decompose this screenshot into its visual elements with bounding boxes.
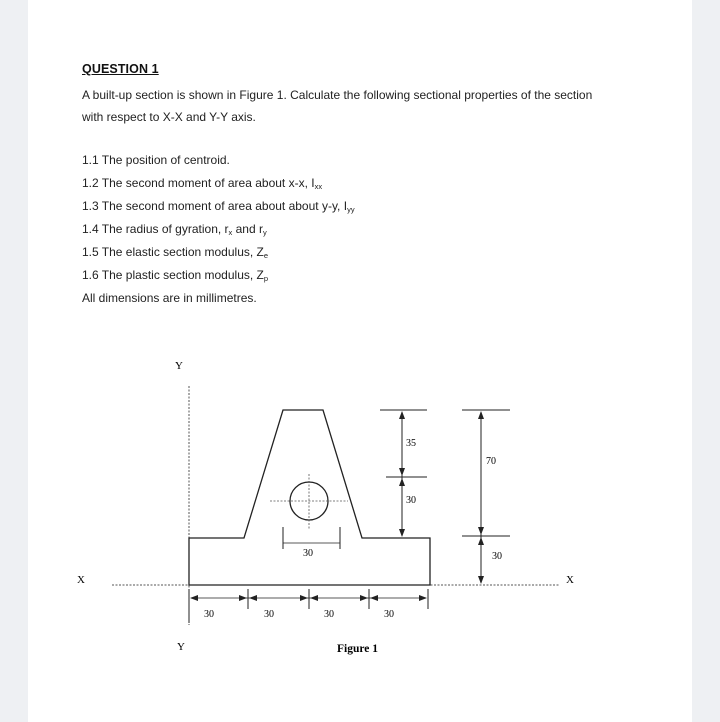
list-item: 1.3 The second moment of area about about y-y, $I_{yy}$ (82, 199, 355, 214)
figure-caption: Figure 1 (337, 643, 378, 655)
dim-bottom-3: 30 (324, 609, 334, 620)
dim-bottom-4: 30 (384, 609, 394, 620)
x-axis-label-left: X (77, 574, 85, 586)
arrow (399, 468, 405, 476)
list-item: 1.4 The radius of gyration, $r_x$ and $r_y$ (82, 222, 267, 237)
dim-70: 70 (486, 456, 496, 467)
dim-bottom-2: 30 (264, 609, 274, 620)
arrow (478, 537, 484, 545)
dim-30-base: 30 (492, 551, 502, 562)
arrow (399, 411, 405, 419)
dim-35: 35 (406, 438, 416, 449)
arrow (478, 527, 484, 535)
list-item: 1.6 The plastic section modulus, $Z_p$ (82, 268, 269, 283)
arrow (190, 595, 198, 601)
list-item: 1.1 The position of centroid. (82, 153, 230, 167)
arrow (478, 576, 484, 584)
arrow (419, 595, 427, 601)
list-item: All dimensions are in millimetres. (82, 291, 257, 305)
arrow (360, 595, 368, 601)
arrow (399, 478, 405, 486)
dim-30-mid: 30 (406, 495, 416, 506)
list-item: 1.5 The elastic section modulus, $Z_e$ (82, 245, 269, 260)
arrow (370, 595, 378, 601)
arrow (310, 595, 318, 601)
arrow (399, 529, 405, 537)
arrow (300, 595, 308, 601)
x-axis-label-right: X (566, 574, 574, 586)
list-item: 1.2 The second moment of area about x-x, $I_{xx}$ (82, 176, 323, 191)
question-title: QUESTION 1 (82, 62, 159, 76)
arrow (239, 595, 247, 601)
dim-circle-30: 30 (303, 548, 313, 559)
arrow (478, 411, 484, 419)
y-axis-label-top: Y (175, 360, 183, 372)
dim-bottom-1: 30 (204, 609, 214, 620)
question-intro: A built-up section is shown in Figure 1. Calculate the following sectional properties of the section with respect to X-X and Y-Y axis. (82, 88, 593, 124)
arrow (249, 595, 257, 601)
y-axis-label-bottom: Y (177, 641, 185, 653)
